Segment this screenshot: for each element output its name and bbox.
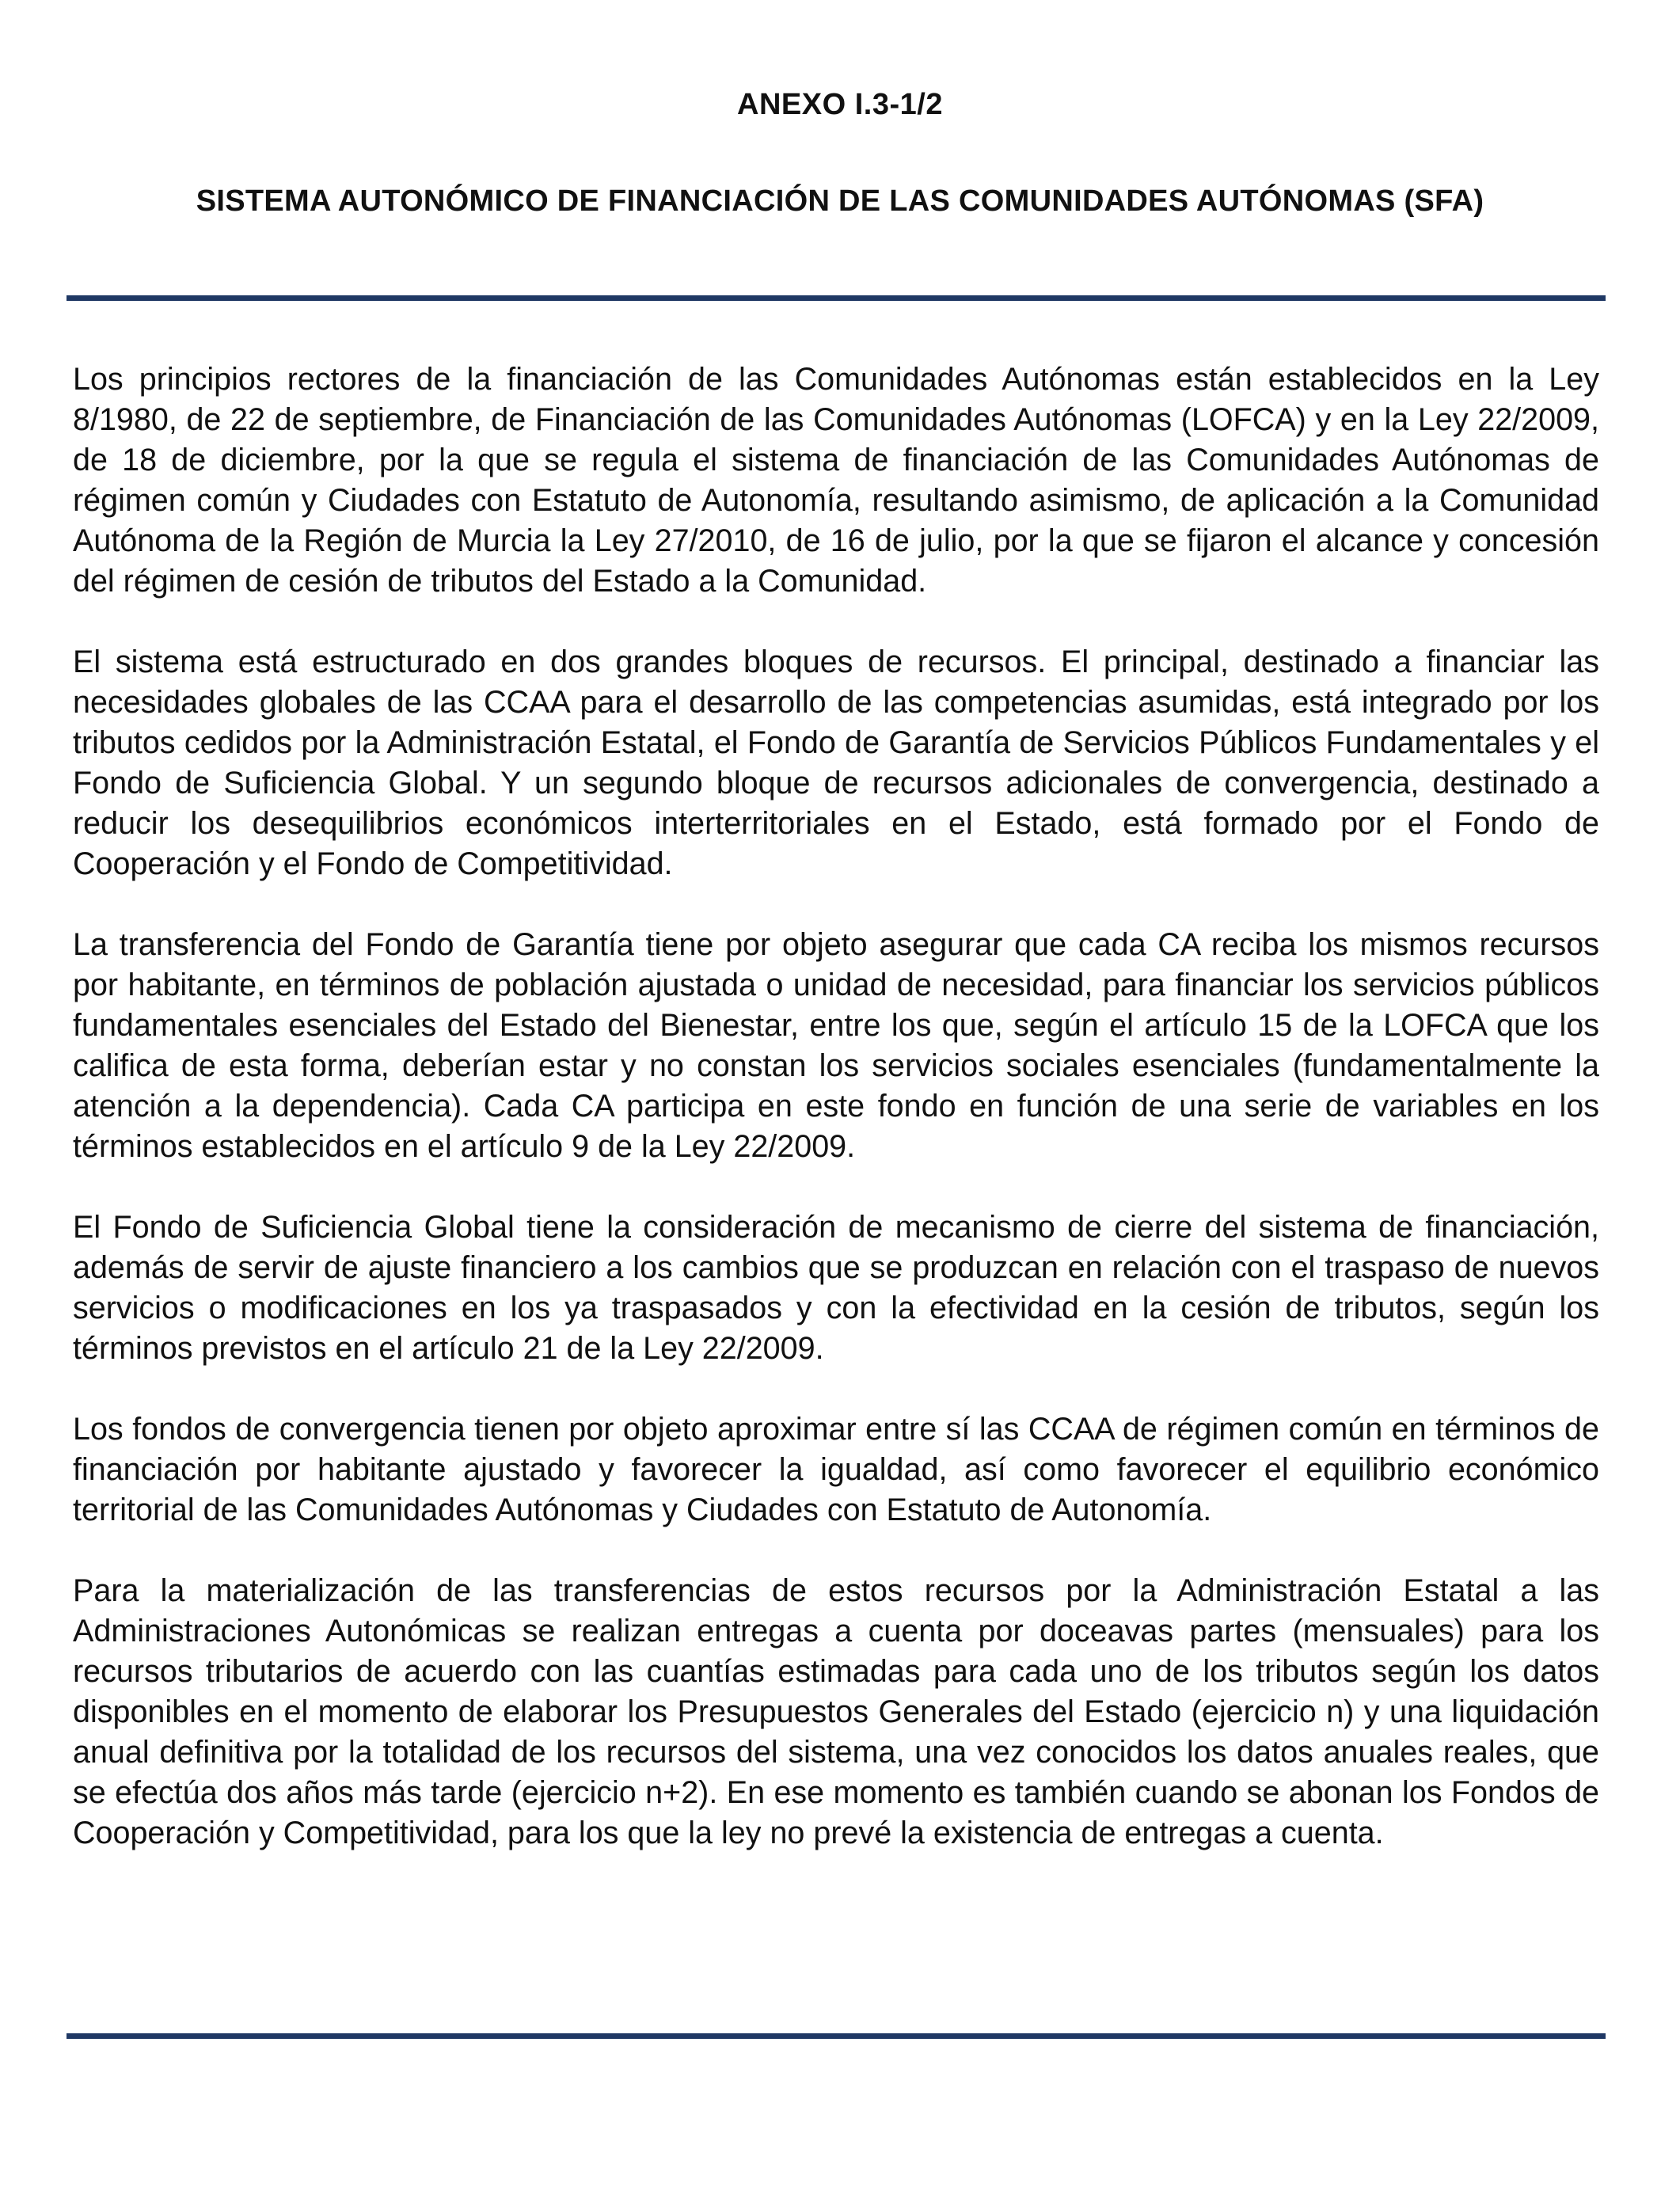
annex-label: ANEXO I.3-1/2 xyxy=(737,88,943,121)
paragraph-transfers: Para la materialización de las transferencias de estos recursos por la Administración Estatal a las Administraciones Autonómicas se realizan entregas a cuenta por doceavas partes (mensuales) para los recursos tributarios de acuerdo con las cuantías estimadas para cada uno de los tributos según los datos disponibles en el momento de elaborar los Presupuestos Generales del Estado (ejercicio n) y una liquidación anual definitiva por la totalidad de los recursos del sistema, una vez conocidos los datos anuales reales, que se efectúa dos años más tarde (ejercicio n+2). En ese momento es también cuando se abonan los Fondos de Cooperación y Competitividad, para los que la ley no prevé la existencia de entregas a cuenta. xyxy=(73,1573,1599,1850)
top-divider xyxy=(67,295,1606,301)
page-title: SISTEMA AUTONÓMICO DE FINANCIACIÓN DE LAS COMUNIDADES AUTÓNOMAS (SFA) xyxy=(196,184,1484,218)
document-body xyxy=(73,359,1599,1894)
paragraph-system-structure: El sistema está estructurado en dos grandes bloques de recursos. El principal, destinado a financiar las necesidades globales de las CCAA para el desarrollo de las competencias asumidas, está integrado por los tributos cedidos por la Administración Estatal, el Fondo de Garantía de Servicios Públicos Fundamentales y el Fondo de Suficiencia Global. Y un segundo bloque de recursos adicionales de convergencia, destinado a reducir los desequilibrios económicos interterritoriales en el Estado, está formado por el Fondo de Cooperación y el Fondo de Competitividad. xyxy=(73,645,1599,881)
paragraph-legal-framework: Los principios rectores de la financiación de las Comunidades Autónomas están establecidos en la Ley 8/1980, de 22 de septiembre, de Financiación de las Comunidades Autónomas (LOFCA) y en la Ley 22/2009, de 18 de diciembre, por la que se regula el sistema de financiación de las Comunidades Autónomas de régimen común y Ciudades con Estatuto de Autonomía, resultando asimismo, de aplicación a la Comunidad Autónoma de la Región de Murcia la Ley 27/2010, de 16 de julio, por la que se fijaron el alcance y concesión del régimen de cesión de tributos del Estado a la Comunidad. xyxy=(73,362,1599,599)
paragraph-guarantee-fund: La transferencia del Fondo de Garantía tiene por objeto asegurar que cada CA reciba los mismos recursos por habitante, en términos de población ajustada o unidad de necesidad, para financiar los servicios públicos fundamentales esenciales del Estado del Bienestar, entre los que, según el artículo 15 de la LOFCA que los califica de esta forma, deberían estar y no constan los servicios sociales esenciales (fundamentalmente la atención a la dependencia). Cada CA participa en este fondo en función de una serie de variables en los términos establecidos en el artículo 9 de la Ley 22/2009. xyxy=(73,927,1599,1164)
paragraph-sufficiency-fund: El Fondo de Suficiencia Global tiene la consideración de mecanismo de cierre del sistema de financiación, además de servir de ajuste financiero a los cambios que se produzcan en relación con el traspaso de nuevos servicios o modificaciones en los ya traspasados y con la efectividad en la cesión de tributos, según los términos previstos en el artículo 21 de la Ley 22/2009. xyxy=(73,1210,1599,1366)
paragraph-convergence-funds: Los fondos de convergencia tienen por objeto aproximar entre sí las CCAA de régimen común en términos de financiación por habitante ajustado y favorecer la igualdad, así como favorecer el equilibrio económico territorial de las Comunidades Autónomas y Ciudades con Estatuto de Autonomía. xyxy=(73,1412,1599,1527)
bottom-divider xyxy=(67,2033,1606,2039)
